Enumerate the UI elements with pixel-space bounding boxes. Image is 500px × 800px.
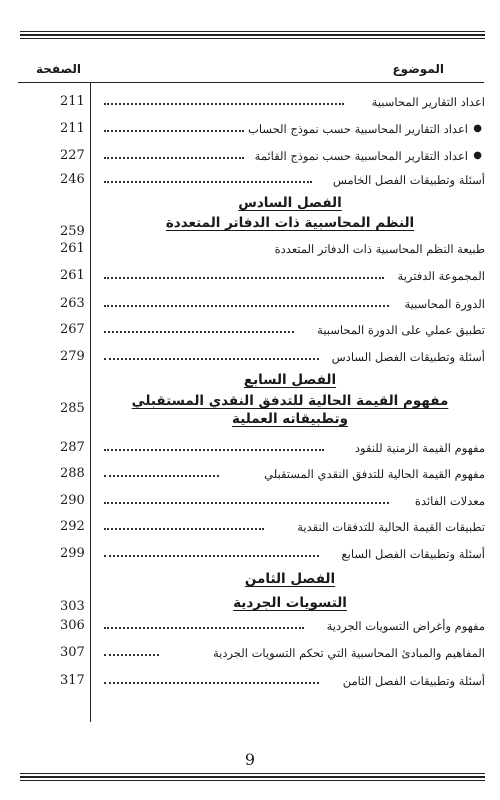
leader-dots [104,358,319,360]
entry-page: 211 [60,121,85,136]
toc-entry[interactable] [0,121,500,137]
entry-page: 246 [60,172,85,187]
entry-page: 261 [60,268,85,283]
leader-dots [104,627,304,629]
toc-entry[interactable] [0,148,500,164]
leader-dots [104,682,319,684]
bottom-double-rule [20,773,485,783]
leader-dots [104,502,389,504]
entry-title: اعداد التقارير المحاسبية [371,95,485,109]
chapter-heading: الفصل السادس [238,195,342,211]
entry-title: طبيعة النظم المحاسبية ذات الدفاتر المتعددة [274,242,485,256]
entry-page: 306 [60,618,85,633]
chapter-page: 285 [60,401,85,416]
toc-entry[interactable] [0,493,500,509]
toc-entry[interactable] [0,519,500,535]
entry-page: 307 [60,645,85,660]
toc-entry[interactable] [0,466,500,482]
toc-entry[interactable] [0,322,500,338]
leader-dots [104,555,319,557]
entry-page: 279 [60,349,85,364]
chapter-title: النظم المحاسبية ذات الدفاتر المتعددة [165,215,415,231]
entry-page: 227 [60,148,85,163]
bullet-icon: ● [473,150,482,161]
entry-title: مفهوم القيمة الزمنية للنقود [354,441,485,455]
entry-page: 211 [60,94,85,109]
toc-entry[interactable] [0,268,500,284]
entry-title: تطبيقات القيمة الحالية للتدفقات النقدية [297,520,485,534]
toc-entry[interactable] [0,172,500,188]
chapter-page: 259 [60,224,85,239]
top-double-rule [20,31,485,41]
toc-entry[interactable] [0,645,500,661]
header-topic: الموضوع [392,62,444,76]
entry-title: أسئلة وتطبيقات الفصل الخامس [332,173,485,187]
toc-entry[interactable] [0,94,500,110]
entry-title: أسئلة وتطبيقات الفصل السادس [331,350,485,364]
chapter-title: التسويات الجردية [233,595,347,611]
entry-title: أسئلة وتطبيقات الفصل الثامن [342,674,485,688]
toc-entry[interactable] [0,673,500,689]
leader-dots [104,528,264,530]
toc-entry[interactable] [0,546,500,562]
chapter-title: مفهوم القيمة الحالية للتدفق النقدي المستقبلي وتطبيقاته العملية [131,393,449,427]
leader-dots [104,103,344,105]
entry-page: 287 [60,440,85,455]
leader-dots [104,449,324,451]
toc-entry[interactable] [0,440,500,456]
toc-entry[interactable] [0,296,500,312]
entry-title: المجموعة الدفترية [397,269,485,283]
leader-dots [104,277,384,279]
entry-title: المفاهيم والمبادئ المحاسبية التي تحكم التسويات الجردية [212,646,485,660]
entry-page: 288 [60,466,85,481]
toc-entry[interactable] [0,618,500,634]
entry-page: 263 [60,296,85,311]
entry-title: مفهوم وأغراض التسويات الجردية [326,619,485,633]
leader-dots [104,331,294,333]
entry-title: اعداد التقارير المحاسبية حسب نموذج الحساب [248,122,468,136]
leader-dots [104,181,312,183]
entry-page: 261 [60,241,85,256]
entry-title: أسئلة وتطبيقات الفصل السابع [341,547,485,561]
chapter-page: 303 [60,599,85,614]
header-page: الصفحة [36,62,82,76]
leader-dots [104,475,219,477]
chapter-heading: الفصل السابع [243,372,337,388]
leader-dots [104,157,244,159]
leader-dots [104,305,389,307]
bullet-icon: ● [473,123,482,134]
toc-entry[interactable] [0,349,500,365]
page-number: 9 [244,750,256,769]
entry-page: 317 [60,673,85,688]
leader-dots [104,130,244,132]
toc-entry[interactable] [0,241,500,257]
entry-title: معدلات الفائدة [414,494,485,508]
entry-page: 267 [60,322,85,337]
entry-page: 299 [60,546,85,561]
entry-title: تطبيق عملي على الدورة المحاسبية [317,323,485,337]
leader-dots [104,654,159,656]
entry-title: اعداد التقارير المحاسبية حسب نموذج القائمة [254,149,468,163]
entry-page: 290 [60,493,85,508]
entry-title: الدورة المحاسبية [404,297,485,311]
entry-title: مفهوم القيمة الحالية للتدفق النقدي المستقبلي [264,467,485,481]
entry-page: 292 [60,519,85,534]
chapter-heading: الفصل الثامن [244,571,336,587]
